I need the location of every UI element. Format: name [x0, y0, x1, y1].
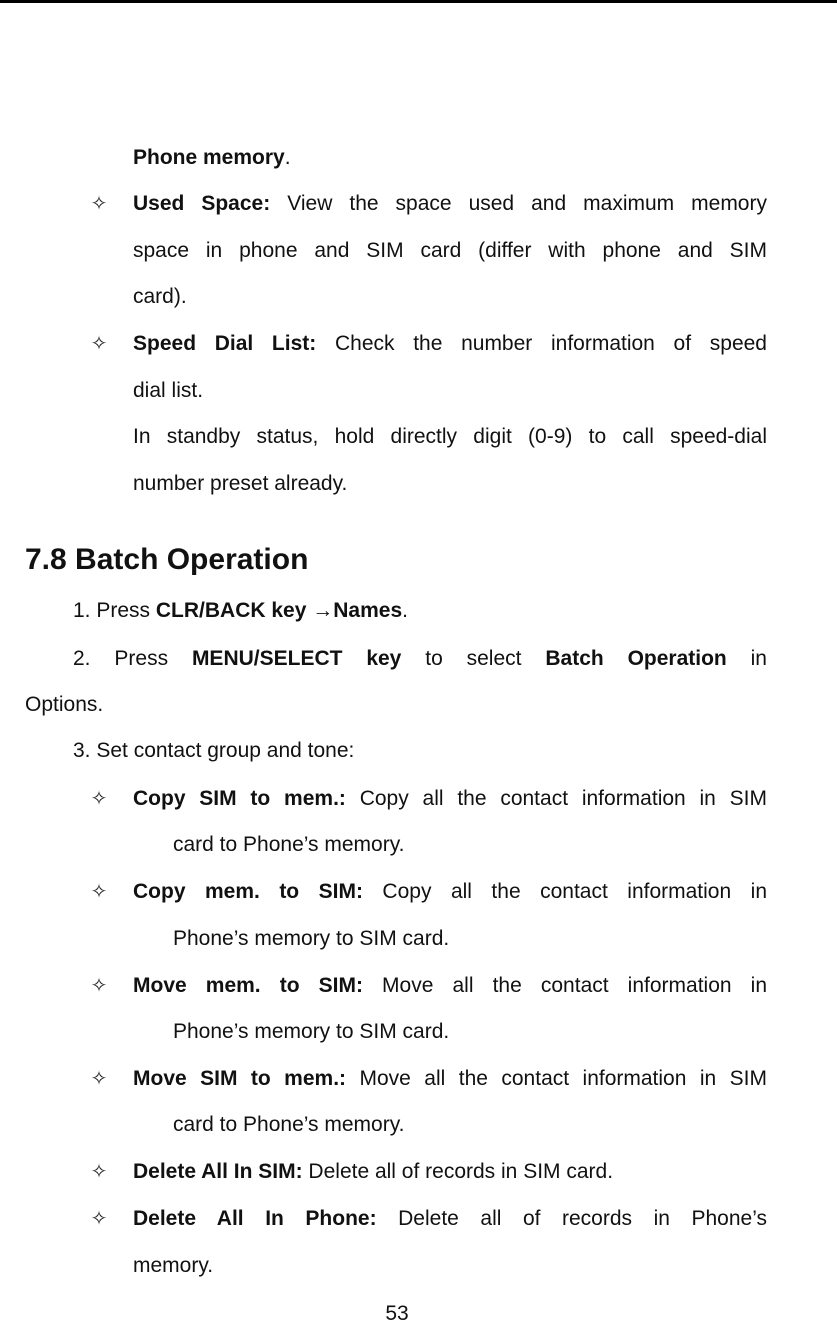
item-text: Delete all of records in SIM card.	[302, 1160, 614, 1183]
item-line2: Phone’s memory to SIM card.	[173, 1020, 450, 1043]
item-line1	[133, 785, 767, 813]
step2-option: Batch Operation	[545, 647, 727, 670]
speed-dial-line1	[133, 330, 767, 358]
item-term: Move mem. to SIM:	[133, 974, 363, 997]
item-line1	[133, 1205, 767, 1233]
item-term: Move SIM to mem.:	[133, 1067, 347, 1090]
item-line1	[133, 878, 767, 906]
bullet-diamond-icon: ✧	[90, 1161, 108, 1183]
step2-line1	[73, 645, 767, 673]
used-space-line2: space in phone and SIM card (differ with phone and SIM	[133, 239, 767, 262]
item-text: Delete all of records in Phone’s	[376, 1207, 767, 1230]
step1-line	[73, 597, 408, 625]
speed-dial-term: Speed Dial List:	[133, 332, 317, 355]
bullet-diamond-icon: ✧	[90, 881, 108, 903]
speed-dial-line2: dial list.	[133, 379, 204, 402]
item-line2: Phone’s memory to SIM card.	[173, 927, 450, 950]
step1-prefix: 1. Press	[73, 599, 156, 622]
item-line2: card to Phone’s memory.	[173, 1113, 405, 1136]
item-line2: card to Phone’s memory.	[173, 833, 405, 856]
bullet-diamond-icon: ✧	[90, 1208, 108, 1230]
item-term: Delete All In Phone:	[133, 1207, 377, 1230]
item-line1	[133, 1065, 767, 1093]
used-space-line1	[133, 190, 767, 218]
speed-dial-line3: In standby status, hold directly digit (0-9) to call speed-dial	[133, 425, 767, 448]
step2-prefix: 2. Press	[73, 647, 192, 670]
step1-arrow: →	[306, 599, 334, 622]
step1-target: Names	[333, 599, 403, 622]
used-space-term: Used Space:	[133, 192, 271, 215]
page-number: 53	[385, 1302, 409, 1325]
step2-line2: Options.	[25, 693, 104, 716]
item-text: Move all the contact information in	[362, 974, 767, 997]
bullet-diamond-icon: ✧	[90, 1068, 108, 1090]
bullet-diamond-icon: ✧	[90, 975, 108, 997]
item-term: Copy SIM to mem.:	[133, 787, 346, 810]
bullet-diamond-icon: ✧	[90, 333, 108, 355]
item-line1	[133, 972, 767, 1000]
phone-memory-term: Phone memory	[133, 146, 285, 169]
bullet-diamond-icon: ✧	[90, 788, 108, 810]
item-text: Copy all the contact information in SIM	[345, 787, 767, 810]
step3-line: 3. Set contact group and tone:	[73, 739, 355, 762]
item-line2: memory.	[133, 1254, 214, 1277]
bullet-diamond-icon: ✧	[90, 193, 108, 215]
used-space-line3: card).	[133, 285, 187, 308]
speed-dial-text: Check the number information of speed	[334, 332, 767, 355]
used-space-text: View the space used and maximum memory	[287, 192, 767, 215]
item-term: Copy mem. to SIM:	[133, 880, 363, 903]
item-line1	[133, 1158, 613, 1186]
item-text: Copy all the contact information in	[362, 880, 767, 903]
step2-key: MENU/SELECT key	[191, 647, 402, 670]
step2-middle: to select	[401, 647, 546, 670]
speed-dial-line4: number preset already.	[133, 472, 348, 495]
step1-key: CLR/BACK key	[155, 599, 307, 622]
item-term: Delete All In SIM:	[133, 1160, 303, 1183]
step1-suffix: .	[402, 599, 408, 622]
section-heading: 7.8 Batch Operation	[25, 543, 309, 576]
intro-line	[133, 144, 291, 172]
item-text: Move all the contact information in SIM	[346, 1067, 767, 1090]
step2-suffix: in	[726, 647, 767, 670]
intro-period: .	[284, 146, 291, 169]
